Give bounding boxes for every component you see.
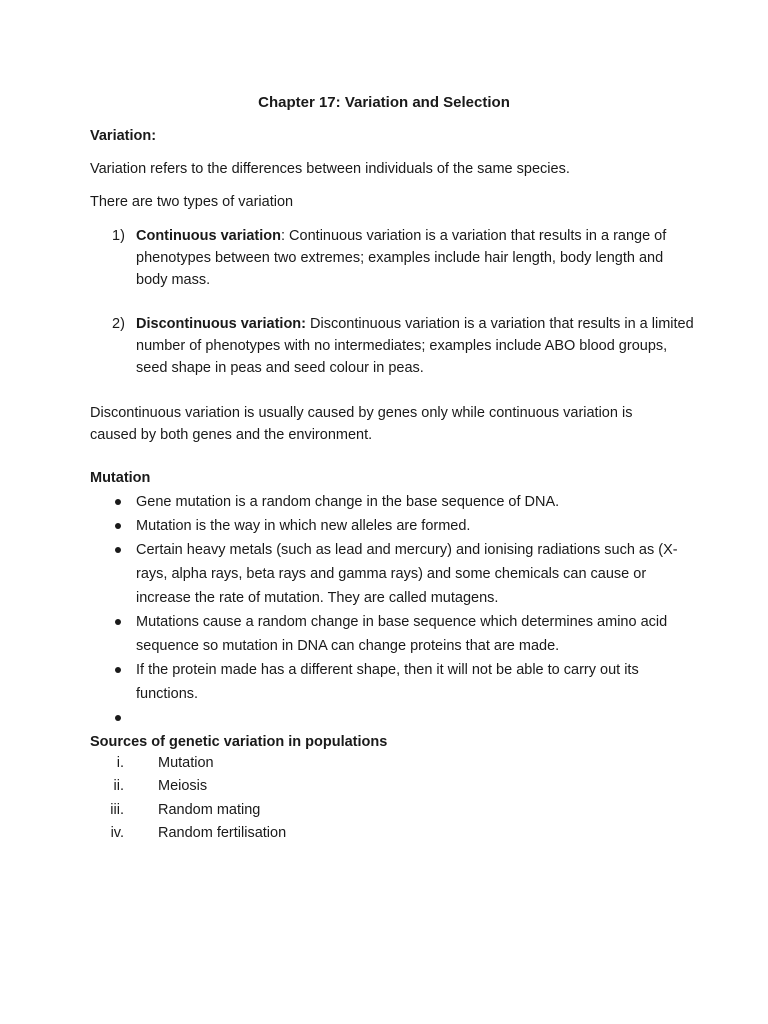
sources-heading: Sources of genetic variation in populations bbox=[90, 734, 388, 750]
bullet-text: Certain heavy metals (such as lead and mercury) and ionising radiations such as (X-rays, alpha rays, beta rays and gamma rays) and some chemicals can cause or increase the rate of mutation. They are called mutagens. bbox=[136, 542, 678, 606]
bullet-icon bbox=[115, 547, 121, 553]
bullet-text: Gene mutation is a random change in the base sequence of DNA. bbox=[136, 494, 560, 510]
list-number: 1) bbox=[112, 228, 125, 244]
variation-definition: Variation refers to the differences between individuals of the same species. bbox=[90, 161, 570, 177]
source-text: Meiosis bbox=[158, 778, 208, 794]
bullet-text: Mutations cause a random change in base sequence which determines amino acid sequence so mutation in DNA can change proteins that are made. bbox=[136, 614, 668, 654]
bullet-text: Mutation is the way in which new alleles are formed. bbox=[136, 518, 471, 534]
cause-paragraph: Discontinuous variation is usually caused by genes only while continuous variation is caused by both genes and the environment. bbox=[90, 405, 633, 443]
list-number: 2) bbox=[112, 316, 125, 332]
list-item bbox=[90, 802, 490, 824]
term-discontinuous: Discontinuous variation: bbox=[136, 316, 306, 332]
mutation-heading: Mutation bbox=[90, 470, 151, 486]
source-text: Random fertilisation bbox=[158, 825, 287, 841]
list-item bbox=[90, 825, 490, 847]
source-text: Mutation bbox=[158, 755, 214, 771]
list-text bbox=[136, 313, 696, 379]
page-title: Chapter 17: Variation and Selection bbox=[258, 94, 510, 111]
types-intro: There are two types of variation bbox=[90, 194, 294, 210]
bullet-icon bbox=[115, 667, 121, 673]
continuous-description: Continuous variation is a variation that results in a range of phenotypes between two extremes; examples include hair length, body length and body mass. bbox=[136, 228, 667, 288]
roman-numeral: ii. bbox=[113, 778, 124, 794]
bullet-icon bbox=[115, 619, 121, 625]
bullet-icon bbox=[115, 715, 121, 721]
discontinuous-description: Discontinuous variation is a variation that results in a limited number of phenotypes with no intermediates; examples include ABO blood groups, seed shape in peas and seed colour in peas. bbox=[136, 316, 694, 376]
bullet-icon bbox=[115, 499, 121, 505]
variation-heading: Variation: bbox=[90, 128, 157, 144]
list-item bbox=[90, 755, 490, 777]
roman-numeral: iv. bbox=[110, 825, 124, 841]
roman-numeral: i. bbox=[116, 755, 124, 771]
bullet-icon bbox=[115, 523, 121, 529]
bullet-text: If the protein made has a different shape, then it will not be able to carry out its functions. bbox=[136, 662, 639, 702]
list-text bbox=[136, 225, 696, 291]
roman-numeral: iii. bbox=[110, 802, 124, 818]
source-text: Random mating bbox=[158, 802, 261, 818]
list-item bbox=[90, 778, 490, 800]
term-continuous: Continuous variation bbox=[136, 228, 281, 244]
term-suffix: : bbox=[281, 228, 286, 244]
